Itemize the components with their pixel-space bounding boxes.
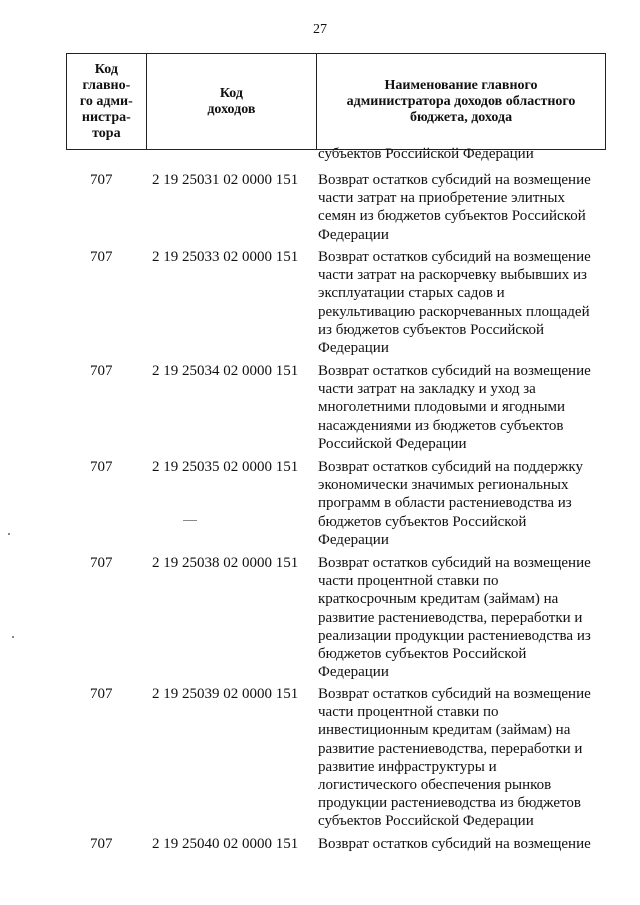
income-code: 2 19 25039 02 0000 151 [152, 686, 299, 702]
income-name: Возврат остатков субсидий на возмещение части процентной ставки по краткосрочным кредитам (займам) на развитие растениеводства, переработки и реализации продукции растениеводства из бюджетов субъектов Российской Федерации [318, 555, 591, 681]
header-income-code: Код доходов [147, 54, 317, 149]
income-code: 2 19 25038 02 0000 151 [152, 555, 299, 571]
income-code: 2 19 25035 02 0000 151 [152, 459, 299, 475]
admin-code: 707 [90, 555, 113, 571]
income-code: 2 19 25034 02 0000 151 [152, 363, 299, 379]
income-name: Возврат остатков субсидий на возмещение части затрат на раскорчевку выбывших из эксплуатации старых садов и рекультивацию раскорчеванных площадей из бюджетов субъектов Российской Федерации [318, 249, 591, 357]
admin-code: 707 [90, 363, 113, 379]
income-name: Возврат остатков субсидий на возмещение [318, 836, 591, 852]
admin-code: 707 [90, 836, 113, 852]
admin-code: 707 [90, 172, 113, 188]
scan-speck [12, 636, 14, 638]
income-name: Возврат остатков субсидий на поддержку экономически значимых региональных программ в области растениеводства из бюджетов субъектов Российской Федерации [318, 459, 583, 548]
income-code: 2 19 25033 02 0000 151 [152, 249, 299, 265]
admin-code: 707 [90, 459, 113, 475]
income-name: Возврат остатков субсидий на возмещение части процентной ставки по инвестиционным кредитам (займам) на развитие растениеводства, переработки и развитие инфраструктуры и логистического обеспечения рынков продукции растениеводства из бюджетов субъектов Российской Федерации [318, 686, 591, 830]
scan-speck [8, 533, 10, 535]
header-name: Наименование главного администратора доходов областного бюджета, дохода [346, 77, 576, 125]
page-number: 27 [313, 22, 327, 37]
header-admin-code: Код главно- го адми- нистра- тора [67, 54, 147, 149]
admin-code: 707 [90, 249, 113, 265]
income-code: 2 19 25031 02 0000 151 [152, 172, 299, 188]
scan-speck [183, 520, 197, 521]
income-code: 2 19 25040 02 0000 151 [152, 836, 299, 852]
continuation-text: субъектов Российской Федерации [318, 146, 534, 162]
table-header [66, 53, 606, 150]
admin-code: 707 [90, 686, 113, 702]
income-name: Возврат остатков субсидий на возмещение части затрат на закладку и уход за многолетними плодовыми и ягодными насаждениями из бюджетов субъектов Российской Федерации [318, 363, 591, 452]
income-name: Возврат остатков субсидий на возмещение части затрат на приобретение элитных семян из бюджетов субъектов Российской Федерации [318, 172, 591, 243]
